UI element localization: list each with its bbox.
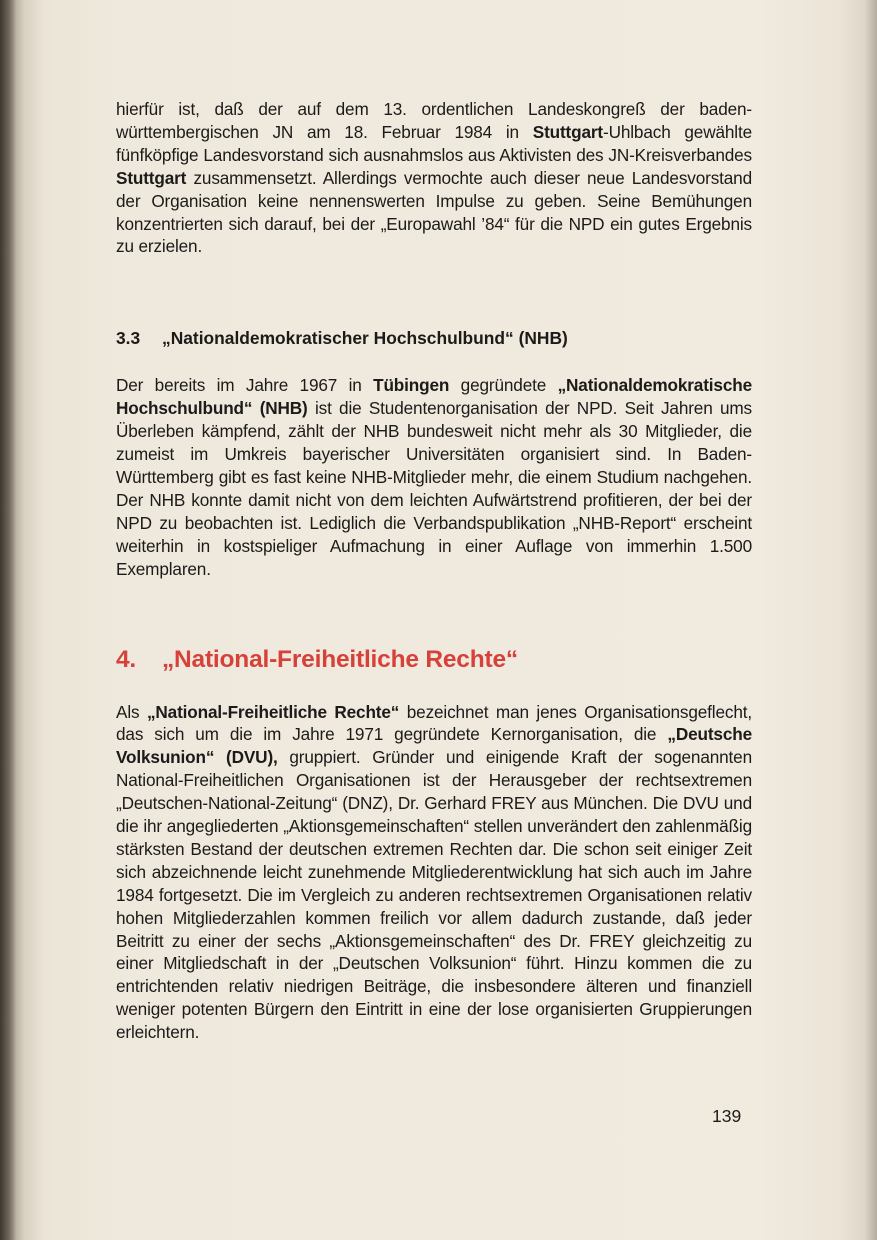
paragraph-continued: hierfür ist, daß der auf dem 13. ordentlichen Landeskongreß der baden-württembergischen JN am 18. Februar 1984 in Stuttgart-Uhlbach gewählte fünfköpfige Landesvorstand sich ausnahmslos aus Aktivisten des JN-Kreisverbandes Stuttgart zusammensetzt. Allerdings vermochte auch dieser neue Landesvorstand der Organisation keine nennenswerten Impulse zu geben. Seine Bemühungen konzentrierten sich darauf, bei der „Europawahl ’84“ für die NPD ein gutes Ergebnis zu erzielen. bbox=[116, 99, 752, 257]
paragraph-dvu: Als „National-Freiheitliche Rechte“ bezeichnet man jenes Organisationsgeflecht, das sich um die im Jahre 1971 gegründete Kernorganisation, die „Deutsche Volksunion“ (DVU), gruppiert. Gründer und einigende Kraft der sogenannten National-Freiheitlichen Organisationen ist der Herausgeber der rechtsextremen „Deutschen-National-Zeitung“ (DNZ), Dr. Gerhard FREY aus München. Die DVU und die ihr angegliederten „Aktionsgemeinschaften“ stellen unverändert den zahlenmäßig stärksten Bestand der deutschen extremen Rechten dar. Die schon seit einiger Zeit sich abzeichnende leicht zunehmende Mitgliederentwicklung hat sich auch im Jahre 1984 fortgesetzt. Die im Vergleich zu anderen rechtsextremen Organisationen relativ hohen Mitgliederzahlen kommen freilich vor allem dadurch zustande, daß jeder Beitritt zu einer der sechs „Aktionsgemeinschaften“ des Dr. FREY gleichzeitig zu einer Mitgliedschaft in der „Deutschen Volksunion“ führt. Hinzu kommen die zu entrichtenden relativ niedrigen Beiträge, die insbesondere älteren und finanziell weniger potenten Bürgern den Eintritt in eine der lose organisierten Gruppierungen erleichtern. bbox=[116, 701, 752, 1043]
bold-term-tuebingen: Tübingen bbox=[373, 375, 450, 396]
section-number: 3.3 bbox=[116, 328, 141, 349]
bold-term-stuttgart: Stuttgart bbox=[532, 121, 604, 142]
section-heading-3-3 bbox=[116, 326, 752, 350]
section-title: „National-Freiheitliche Rechte“ bbox=[162, 645, 518, 673]
bold-term-national-freiheitliche-rechte: „National-Freiheitliche Rechte“ bbox=[146, 701, 400, 722]
bold-term-stuttgart: Stuttgart bbox=[116, 167, 187, 188]
section-title: „Nationaldemokratischer Hochschulbund“ (NHB) bbox=[162, 328, 568, 349]
bold-term-nhb: „Nationaldemokratische Hochschulbund“ (NHB) bbox=[116, 375, 752, 419]
section-number: 4. bbox=[116, 645, 137, 673]
page-content bbox=[116, 96, 752, 1044]
page-number: 139 bbox=[712, 1106, 742, 1126]
bold-term-dvu: „Deutsche Volksunion“ (DVU), bbox=[116, 724, 752, 768]
section-heading-4 bbox=[116, 645, 752, 675]
paragraph-nhb: Der bereits im Jahre 1967 in Tübingen gegründete „Nationaldemokratische Hochschulbund“ (NHB) ist die Studentenorganisation der NPD. Seit Jahren ums Überleben kämpfend, zählt der NHB bundesweit nicht mehr als 30 Mitglieder, die zumeist im Umkreis bayerischer Universitäten organisiert sind. In Baden-Württemberg gibt es fast keine NHB-Mitglieder mehr, die einem Studium nachgehen. Der NHB konnte damit nicht von dem leichten Aufwärtstrend profitieren, der bei der NPD zu beobachten ist. Lediglich die Verbandspublikation „NHB-Report“ erscheint weiterhin in kostspieliger Aufmachung in einer Auflage von immerhin 1.500 Exemplaren. bbox=[116, 375, 752, 579]
